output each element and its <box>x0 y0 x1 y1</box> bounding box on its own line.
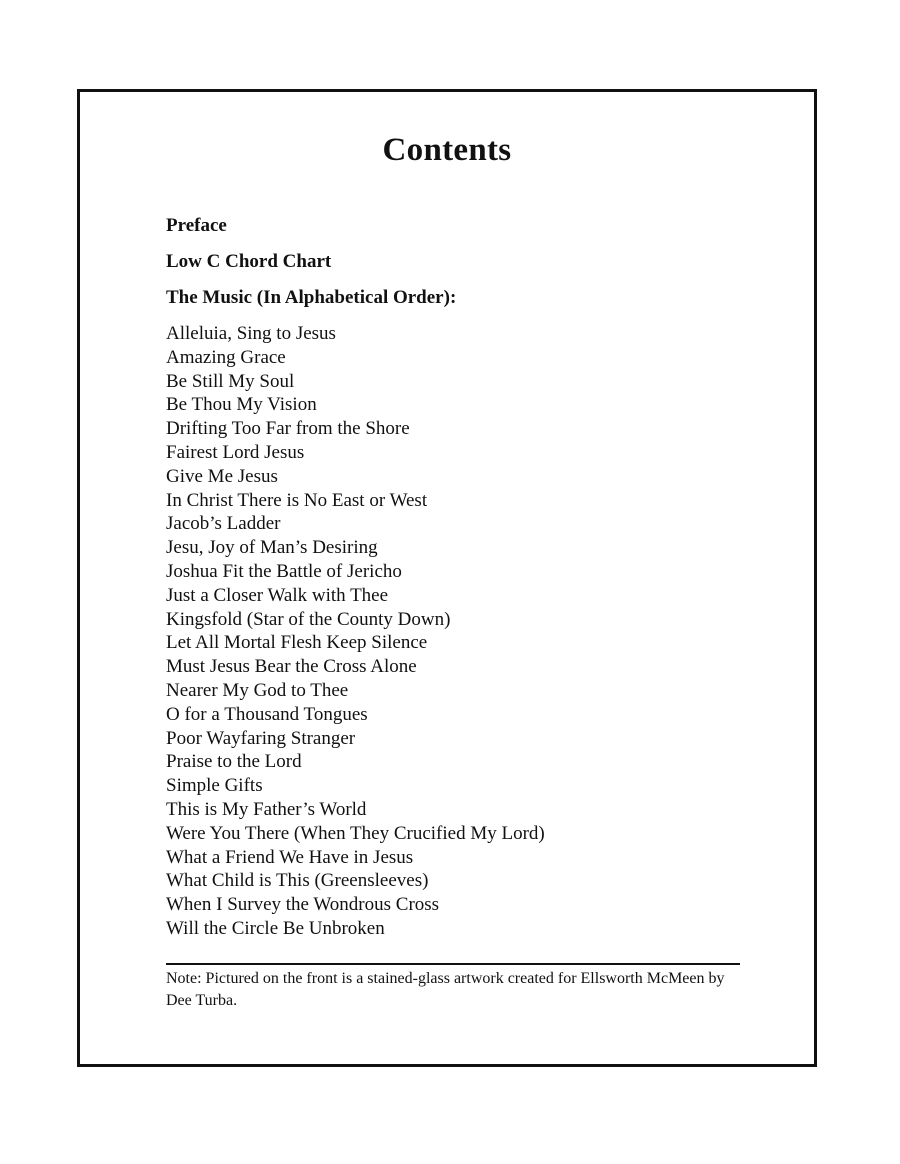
list-item: O for a Thousand Tongues <box>166 703 368 725</box>
list-item: Be Still My Soul <box>166 370 295 392</box>
list-item: Simple Gifts <box>166 775 263 797</box>
list-item: Nearer My God to Thee <box>166 679 349 701</box>
list-item: Poor Wayfaring Stranger <box>166 727 356 749</box>
list-item: Alleluia, Sing to Jesus <box>166 323 336 344</box>
list-item: Will the Circle Be Unbroken <box>166 917 385 939</box>
list-item: Kingsfold (Star of the County Down) <box>166 608 451 630</box>
footnote-divider <box>166 963 740 965</box>
list-item: Must Jesus Bear the Cross Alone <box>166 656 417 678</box>
list-item: Jesu, Joy of Man’s Desiring <box>166 537 378 559</box>
list-item: Praise to the Lord <box>166 751 302 773</box>
list-item: Jacob’s Ladder <box>166 513 281 535</box>
list-item: Joshua Fit the Battle of Jericho <box>166 560 402 582</box>
list-item: What a Friend We Have in Jesus <box>166 846 414 868</box>
list-item: Just a Closer Walk with Thee <box>166 584 389 606</box>
music-title-list <box>166 322 545 941</box>
list-item: Be Thou My Vision <box>166 394 317 416</box>
list-item: Were You There (When They Crucified My Lord) <box>166 822 545 844</box>
footnote: Note: Pictured on the front is a stained-glass artwork created for Ellsworth McMeen by Dee Turba. <box>166 970 725 1009</box>
page-title: Contents <box>382 132 512 168</box>
list-item: Fairest Lord Jesus <box>166 441 305 463</box>
list-item: In Christ There is No East or West <box>166 489 428 511</box>
section-chord-chart: Low C Chord Chart <box>166 251 332 272</box>
list-item: When I Survey the Wondrous Cross <box>166 894 440 916</box>
list-item: What Child is This (Greensleeves) <box>166 870 429 892</box>
list-item: Amazing Grace <box>166 346 286 368</box>
list-item: Give Me Jesus <box>166 465 278 487</box>
list-item: This is My Father’s World <box>166 798 367 820</box>
list-item: Drifting Too Far from the Shore <box>166 418 410 440</box>
list-item: Let All Mortal Flesh Keep Silence <box>166 632 428 654</box>
contents-page <box>77 89 817 1067</box>
section-preface: Preface <box>166 215 227 236</box>
section-music-heading: The Music (In Alphabetical Order): <box>166 287 457 308</box>
